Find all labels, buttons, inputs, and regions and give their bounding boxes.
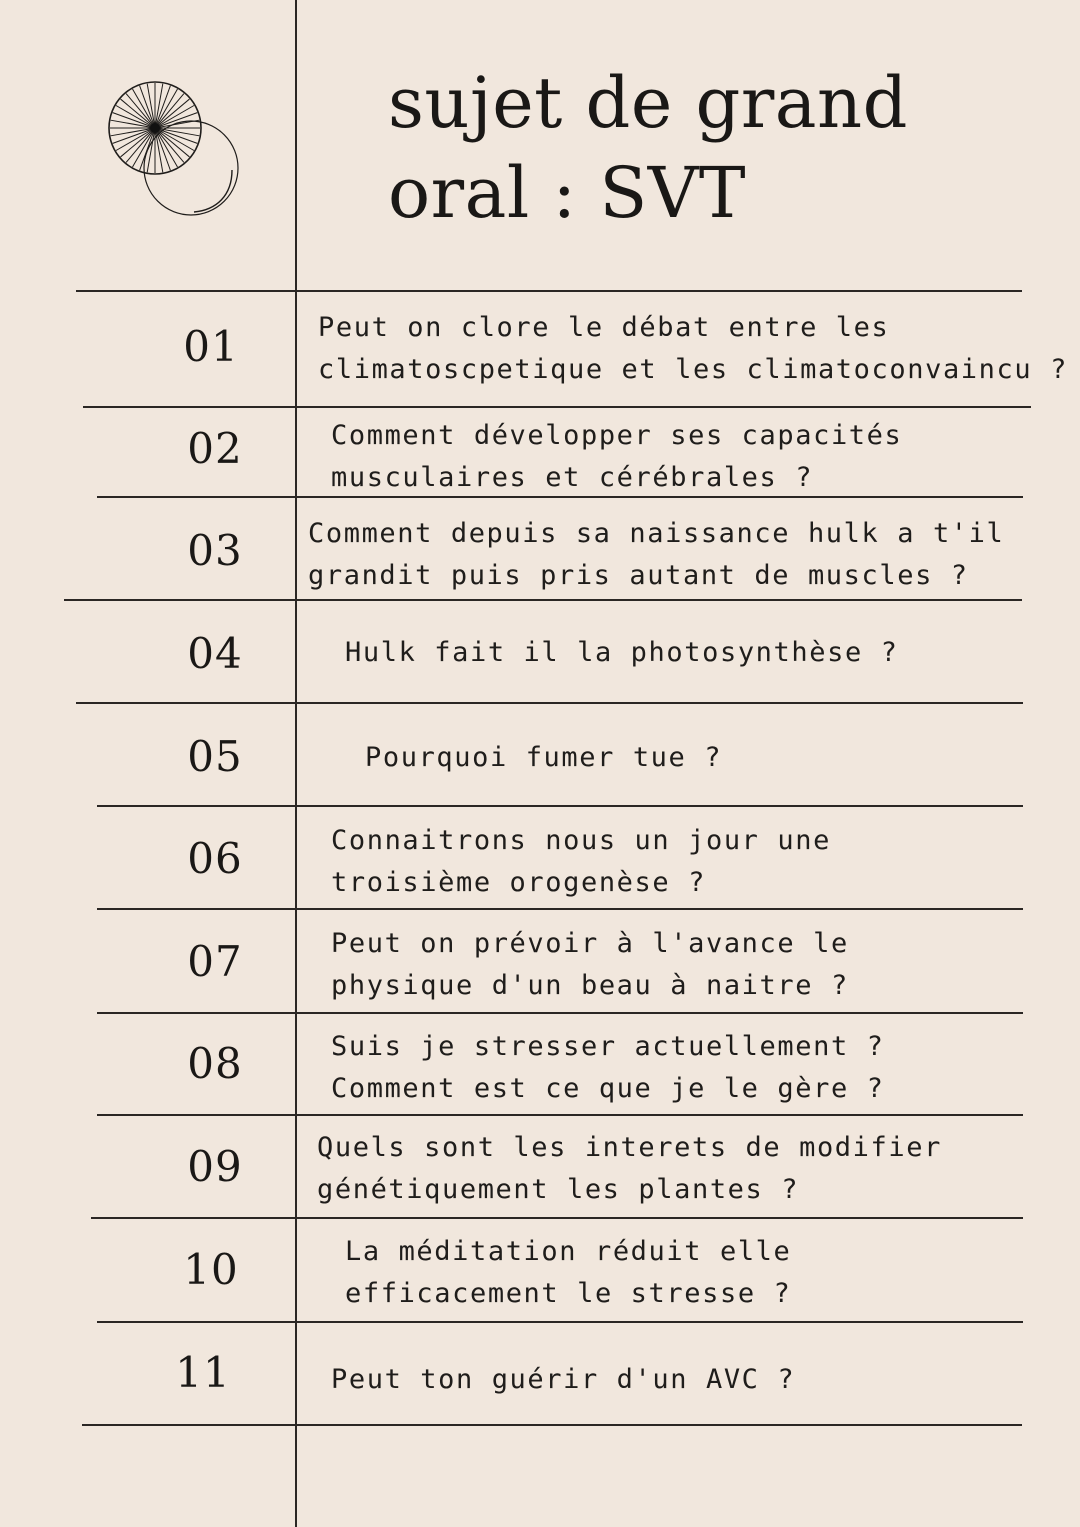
question-line: troisième orogenèse ?	[331, 867, 706, 898]
question-line: Suis je stresser actuellement ?	[331, 1031, 885, 1062]
row-divider	[76, 702, 1023, 704]
question-line: Peut on prévoir à l'avance le	[331, 928, 849, 959]
topic-question	[331, 820, 831, 904]
topic-number: 10	[183, 1245, 239, 1294]
question-line: génétiquement les plantes ?	[317, 1174, 800, 1205]
question-line: Connaitrons nous un jour une	[331, 825, 831, 856]
sun-rays-circle-icon	[104, 78, 244, 223]
title-line-2: oral : SVT	[388, 152, 747, 234]
row-divider	[97, 805, 1023, 807]
topic-question	[345, 1231, 791, 1315]
topic-number: 09	[187, 1142, 243, 1191]
topic-question	[331, 923, 849, 1007]
topic-number: 03	[187, 526, 243, 575]
question-line: Comment depuis sa naissance hulk a t'il	[308, 518, 1005, 549]
topic-number: 06	[187, 834, 243, 883]
topic-number: 08	[187, 1039, 243, 1088]
row-divider	[82, 1424, 1022, 1426]
topic-question	[345, 632, 899, 674]
question-line: physique d'un beau à naitre ?	[331, 970, 849, 1001]
topic-question	[365, 737, 722, 779]
topic-number: 05	[187, 732, 243, 781]
topic-question	[331, 1026, 885, 1110]
question-line: climatoscpetique et les climatoconvaincu ?	[318, 354, 1068, 385]
question-line: Peut ton guérir d'un AVC ?	[331, 1364, 796, 1395]
row-divider	[64, 599, 1022, 601]
row-divider	[76, 290, 1022, 292]
topic-question	[308, 513, 1004, 597]
question-line: Quels sont les interets de modifier	[317, 1132, 942, 1163]
row-divider	[97, 1321, 1023, 1323]
title-line-1: sujet de grand	[388, 62, 908, 144]
question-line: Comment est ce que je le gère ?	[331, 1073, 885, 1104]
topic-question	[331, 415, 902, 499]
topic-number: 11	[175, 1348, 231, 1397]
topic-number: 01	[183, 322, 239, 371]
page-title	[388, 58, 908, 238]
row-divider	[83, 406, 1031, 408]
row-divider	[97, 1114, 1023, 1116]
question-line: grandit puis pris autant de muscles ?	[308, 560, 969, 591]
topic-question	[331, 1359, 795, 1401]
question-line: Pourquoi fumer tue ?	[365, 742, 723, 773]
question-line: musculaires et cérébrales ?	[331, 462, 814, 493]
row-divider	[97, 1012, 1023, 1014]
column-divider	[295, 0, 297, 1527]
row-divider	[97, 908, 1023, 910]
question-line: Peut on clore le débat entre les	[318, 312, 890, 343]
topic-number: 04	[187, 629, 243, 678]
topic-number: 07	[187, 937, 243, 986]
row-divider	[91, 1217, 1023, 1219]
question-line: efficacement le stresse ?	[345, 1278, 792, 1309]
topic-question	[317, 1127, 942, 1211]
question-line: Hulk fait il la photosynthèse ?	[345, 637, 899, 668]
question-line: La méditation réduit elle	[345, 1236, 792, 1267]
question-line: Comment développer ses capacités	[331, 420, 903, 451]
topic-question	[318, 307, 1068, 391]
topic-number: 02	[187, 424, 243, 473]
